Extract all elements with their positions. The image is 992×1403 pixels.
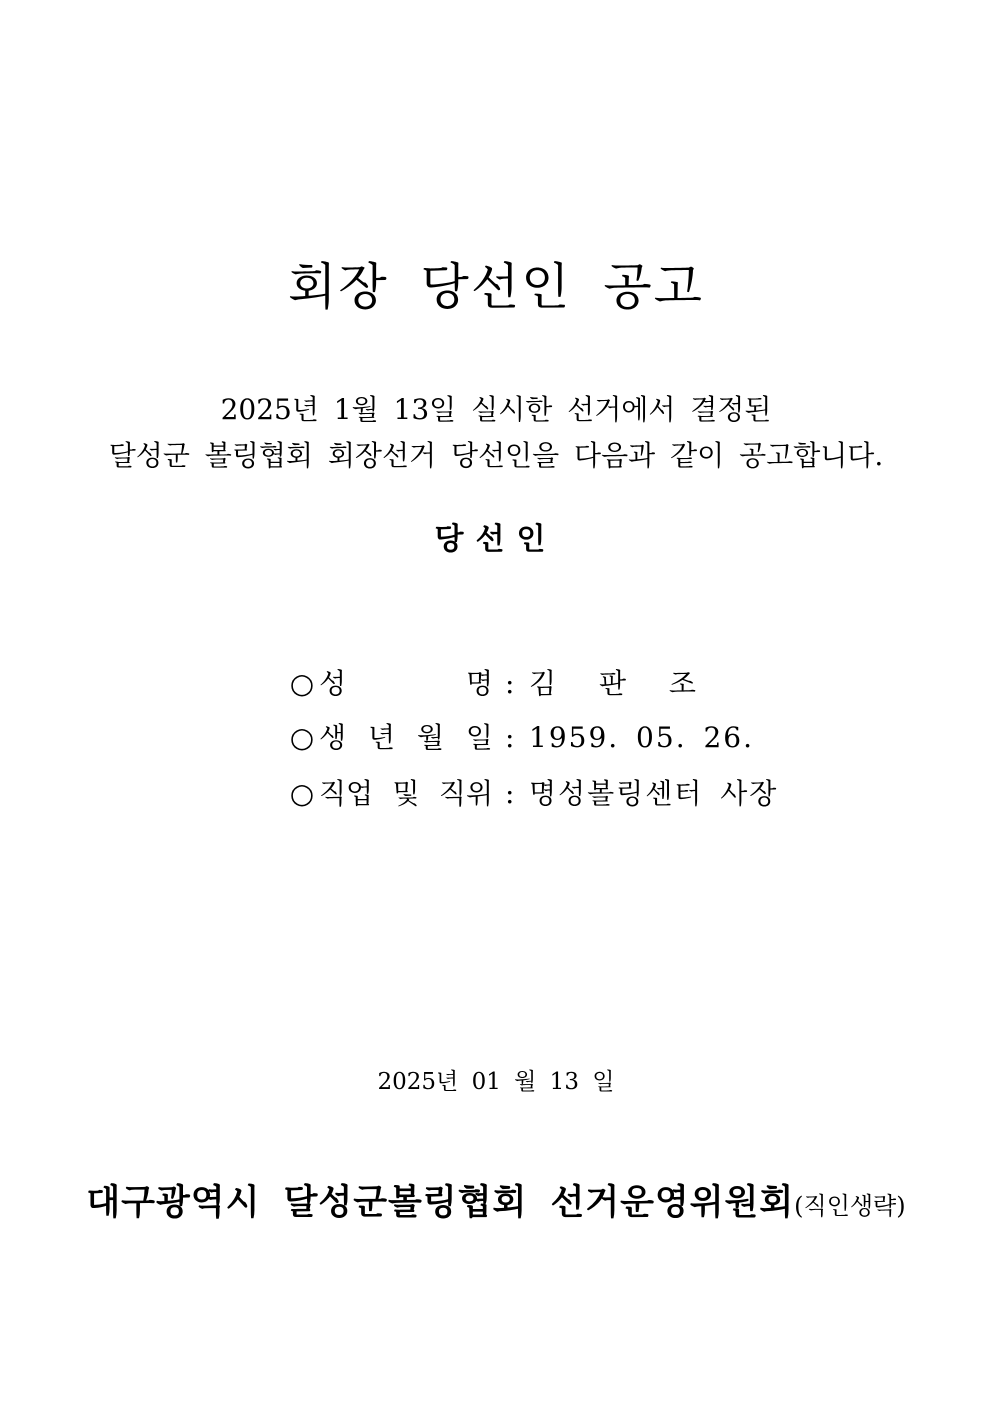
seal-note: (직인생략) (794, 1192, 906, 1220)
announcement-date: 2025년 01 월 13 일 (377, 1069, 615, 1095)
field-label-birthdate: 생 년 월 일 (319, 721, 493, 754)
field-value-birthdate: 1959. 05. 26. (529, 721, 755, 754)
organization-name: 대구광역시 달성군볼링협회 선거운영위원회 (86, 1182, 795, 1223)
circle-bullet-icon: ○ (289, 721, 315, 754)
field-value-occupation: 명성볼링센터 사장 (529, 777, 779, 810)
section-heading: 당선인 (434, 522, 558, 557)
circle-bullet-icon: ○ (289, 667, 315, 700)
field-colon: : (505, 667, 515, 700)
field-colon: : (505, 777, 515, 810)
field-colon: : (505, 721, 515, 754)
field-label-name: 성 명 (319, 667, 493, 700)
document-title: 회장 당선인 공고 (288, 258, 704, 316)
circle-bullet-icon: ○ (289, 777, 315, 810)
field-value-name: 김 판 조 (529, 667, 710, 700)
intro-line-2: 달성군 볼링협회 회장선거 당선인을 다음과 같이 공고합니다. (108, 439, 884, 472)
intro-line-1: 2025년 1월 13일 실시한 선거에서 결정된 (220, 393, 772, 426)
field-label-occupation: 직업 및 직위 (319, 777, 493, 810)
footer-signature (0, 1180, 992, 1232)
